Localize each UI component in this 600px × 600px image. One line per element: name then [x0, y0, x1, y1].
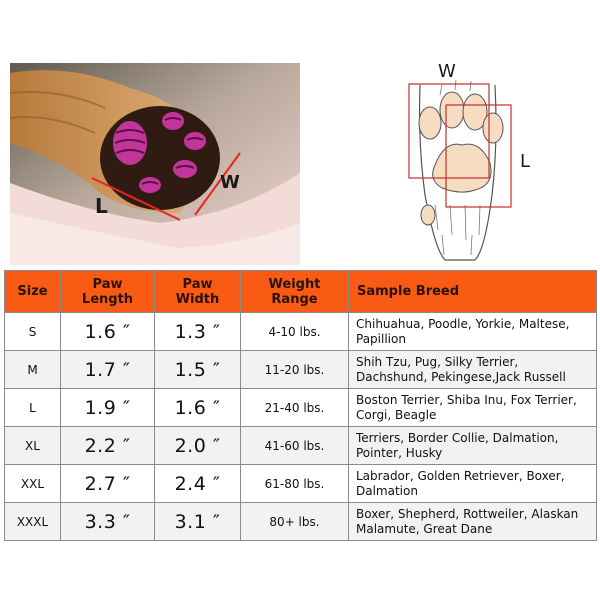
size-cell: L	[5, 389, 61, 427]
paw-width-cell: 1.3 ″	[155, 313, 241, 351]
photo-length-label: L	[95, 194, 108, 218]
table-row	[5, 503, 597, 541]
paw-diagram-illustration	[380, 55, 540, 265]
paw-length-cell: 1.9 ″	[61, 389, 155, 427]
header-weight-range: Weight Range	[241, 271, 349, 313]
paw-width-cell: 2.4 ″	[155, 465, 241, 503]
weight-range-cell: 11-20 lbs.	[241, 351, 349, 389]
table-row	[5, 427, 597, 465]
paw-length-cell: 1.6 ″	[61, 313, 155, 351]
table-row	[5, 351, 597, 389]
table-row	[5, 389, 597, 427]
table-row	[5, 313, 597, 351]
table-row	[5, 465, 597, 503]
sample-breed-cell: Labrador, Golden Retriever, Boxer, Dalmation	[349, 465, 597, 503]
paw-length-cell: 2.7 ″	[61, 465, 155, 503]
size-cell: M	[5, 351, 61, 389]
size-chart-table	[4, 270, 597, 541]
diagram-width-label: W	[438, 61, 456, 82]
paw-width-cell: 3.1 ″	[155, 503, 241, 541]
paw-photo-illustration	[10, 63, 300, 265]
weight-range-cell: 4-10 lbs.	[241, 313, 349, 351]
size-cell: XXXL	[5, 503, 61, 541]
table-header-row	[5, 271, 597, 313]
weight-range-cell: 80+ lbs.	[241, 503, 349, 541]
paw-diagram	[380, 55, 540, 265]
header-paw-length: Paw Length	[61, 271, 155, 313]
paw-length-cell: 3.3 ″	[61, 503, 155, 541]
sample-breed-cell: Terriers, Border Collie, Dalmation, Pointer, Husky	[349, 427, 597, 465]
photo-width-label: W	[220, 172, 240, 193]
paw-width-cell: 2.0 ″	[155, 427, 241, 465]
paw-width-cell: 1.6 ″	[155, 389, 241, 427]
header-sample-breed: Sample Breed	[349, 271, 597, 313]
size-cell: S	[5, 313, 61, 351]
weight-range-cell: 61-80 lbs.	[241, 465, 349, 503]
weight-range-cell: 41-60 lbs.	[241, 427, 349, 465]
paw-photo	[10, 63, 300, 265]
sample-breed-cell: Boxer, Shepherd, Rottweiler, Alaskan Malamute, Great Dane	[349, 503, 597, 541]
diagram-length-label: L	[520, 151, 531, 172]
weight-range-cell: 21-40 lbs.	[241, 389, 349, 427]
paw-length-cell: 2.2 ″	[61, 427, 155, 465]
paw-width-cell: 1.5 ″	[155, 351, 241, 389]
sample-breed-cell: Boston Terrier, Shiba Inu, Fox Terrier, Corgi, Beagle	[349, 389, 597, 427]
size-cell: XXL	[5, 465, 61, 503]
paw-length-cell: 1.7 ″	[61, 351, 155, 389]
sample-breed-cell: Shih Tzu, Pug, Silky Terrier, Dachshund, Pekingese,Jack Russell	[349, 351, 597, 389]
header-size: Size	[5, 271, 61, 313]
sample-breed-cell: Chihuahua, Poodle, Yorkie, Maltese, Papillion	[349, 313, 597, 351]
size-cell: XL	[5, 427, 61, 465]
header-paw-width: Paw Width	[155, 271, 241, 313]
